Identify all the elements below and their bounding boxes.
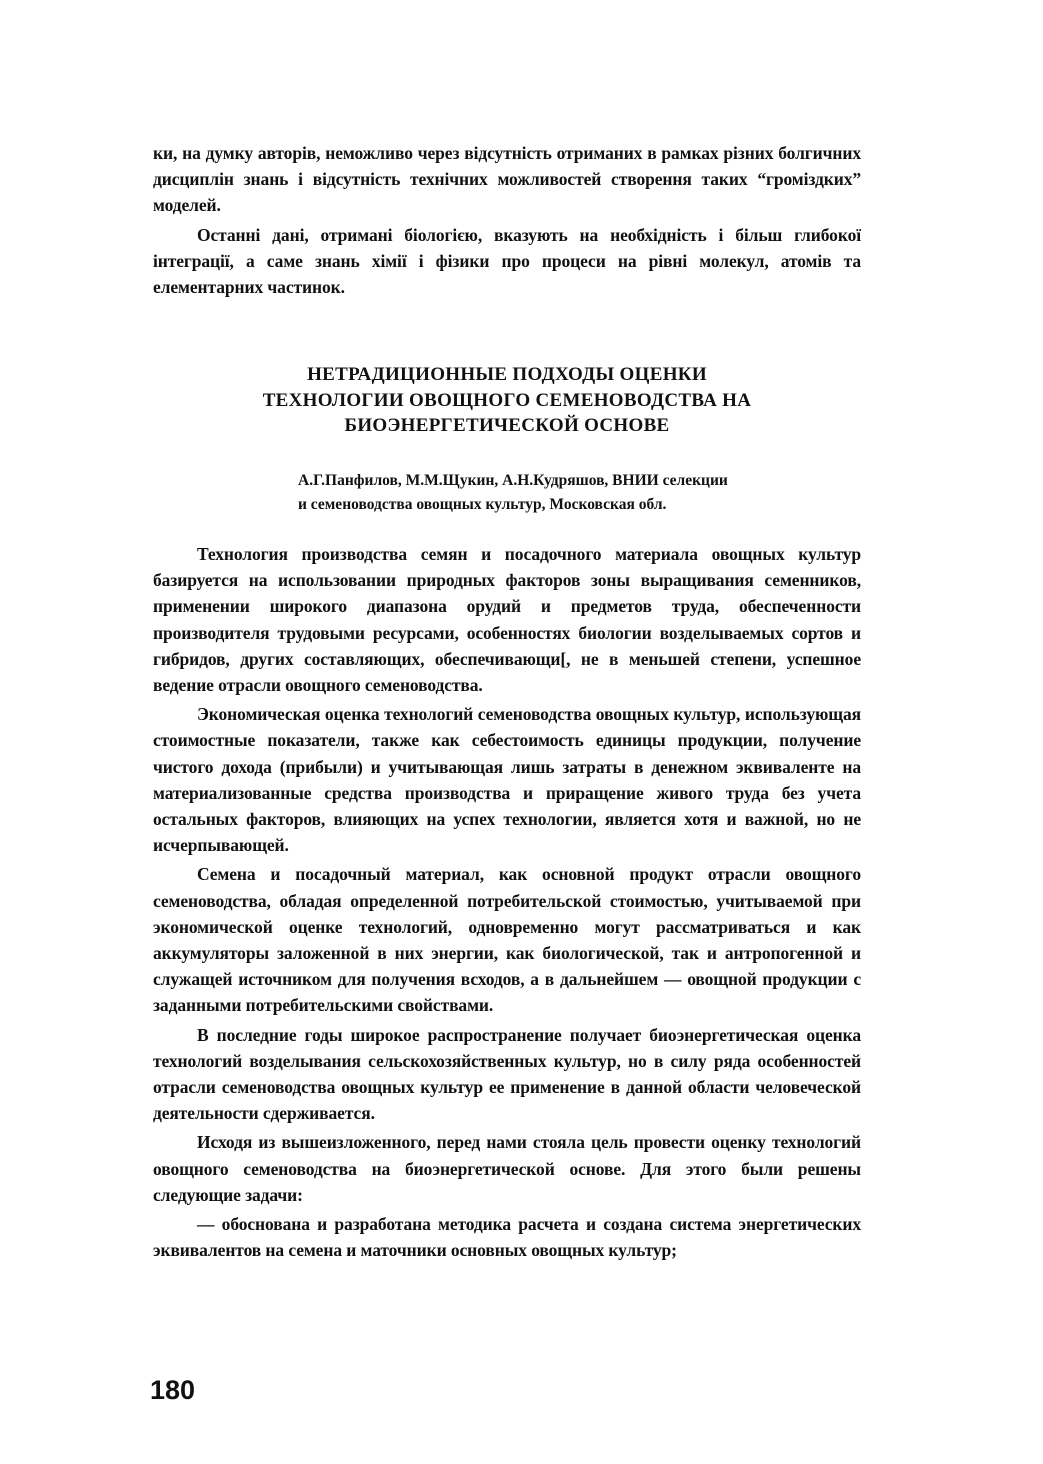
paragraph: Семена и посадочный материал, как основной продукт отрасли овощного семеноводства, обладая определенной потребительской стоимостью, учитываемой при экономической оценке технологий, одновременно могут рассматриваться и как аккумуляторы заложенной в них энергии, как биологической, так и антропогенной и служащей источником для получения всходов, а в дальнейшем — овощной продукции с заданными потребительскими свойствами. — [153, 864, 861, 1016]
article-title — [153, 362, 861, 439]
paragraph: Экономическая оценка технологий семеноводства овощных культур, использующая стоимостные показатели, также как себестоимость единицы продукции, получение чистого дохода (прибыли) и учитывающая лишь затраты в денежном эквиваленте на материализованные средства производства и приращение живого труда без учета остальных факторов, влияющих на успех технологии, является хотя и важной, но не исчерпывающей. — [153, 704, 861, 856]
title-line: НЕТРАДИЦИОННЫЕ ПОДХОДЫ ОЦЕНКИ — [307, 364, 707, 385]
continued-text-section — [153, 140, 861, 300]
paragraph: Исходя из вышеизложенного, перед нами стояла цель провести оценку технологий овощного семеноводства на биоэнергетической основе. Для этого были решены следующие задачи: — [153, 1132, 861, 1205]
paragraph: Останні дані, отримані біологією, вказують на необхідність і більш глибокої інтеграції, а саме знань хімії і фізики про процеси на рівні молекул, атомів та елементарних частинок. — [153, 224, 861, 298]
title-line: ТЕХНОЛОГИИ ОВОЩНОГО СЕМЕНОВОДСТВА НА — [262, 389, 752, 411]
authors-line: А.Г.Панфилов, М.М.Щукин, А.Н.Кудряшов, ВНИИ селекции — [298, 472, 728, 489]
paragraph: — обоснована и разработана методика расчета и создана система энергетических эквивалентов на семена и маточники основных овощных культур; — [153, 1214, 861, 1261]
paragraph: Технология производства семян и посадочного материала овощных культур базируется на использовании природных факторов зоны выращивания семенников, применении широкого диапазона орудий и предметов труда, обеспеченности производителя трудовыми ресурсами, особенностях биологии возделываемых сортов и гибридов, других составляющих, обеспечивающи[, не в меньшей степени, успешное ведение отрасли овощного семеноводства. — [153, 544, 861, 696]
paragraph: В последние годы широкое распространение получает биоэнергетическая оценка технологий возделывания сельскохозяйственных культур, но в силу ряда особенностей отрасли семеноводства овощных культур ее применение в данной области человеческой деятельности сдерживается. — [153, 1024, 861, 1124]
page-number: 180 — [150, 1375, 196, 1405]
paragraph: ки, на думку авторів, неможливо через відсутність отриманих в рамках різних болгичних дисциплін знань і відсутність технічних можливостей створення таких “громіздких” моделей. — [153, 143, 861, 216]
article-authors — [298, 469, 854, 516]
authors-line: и семеноводства овощных культур, Московская обл. — [298, 495, 667, 513]
title-line: БИОЭНЕРГЕТИЧЕСКОЙ ОСНОВЕ — [344, 415, 670, 436]
article-body — [153, 541, 861, 1263]
